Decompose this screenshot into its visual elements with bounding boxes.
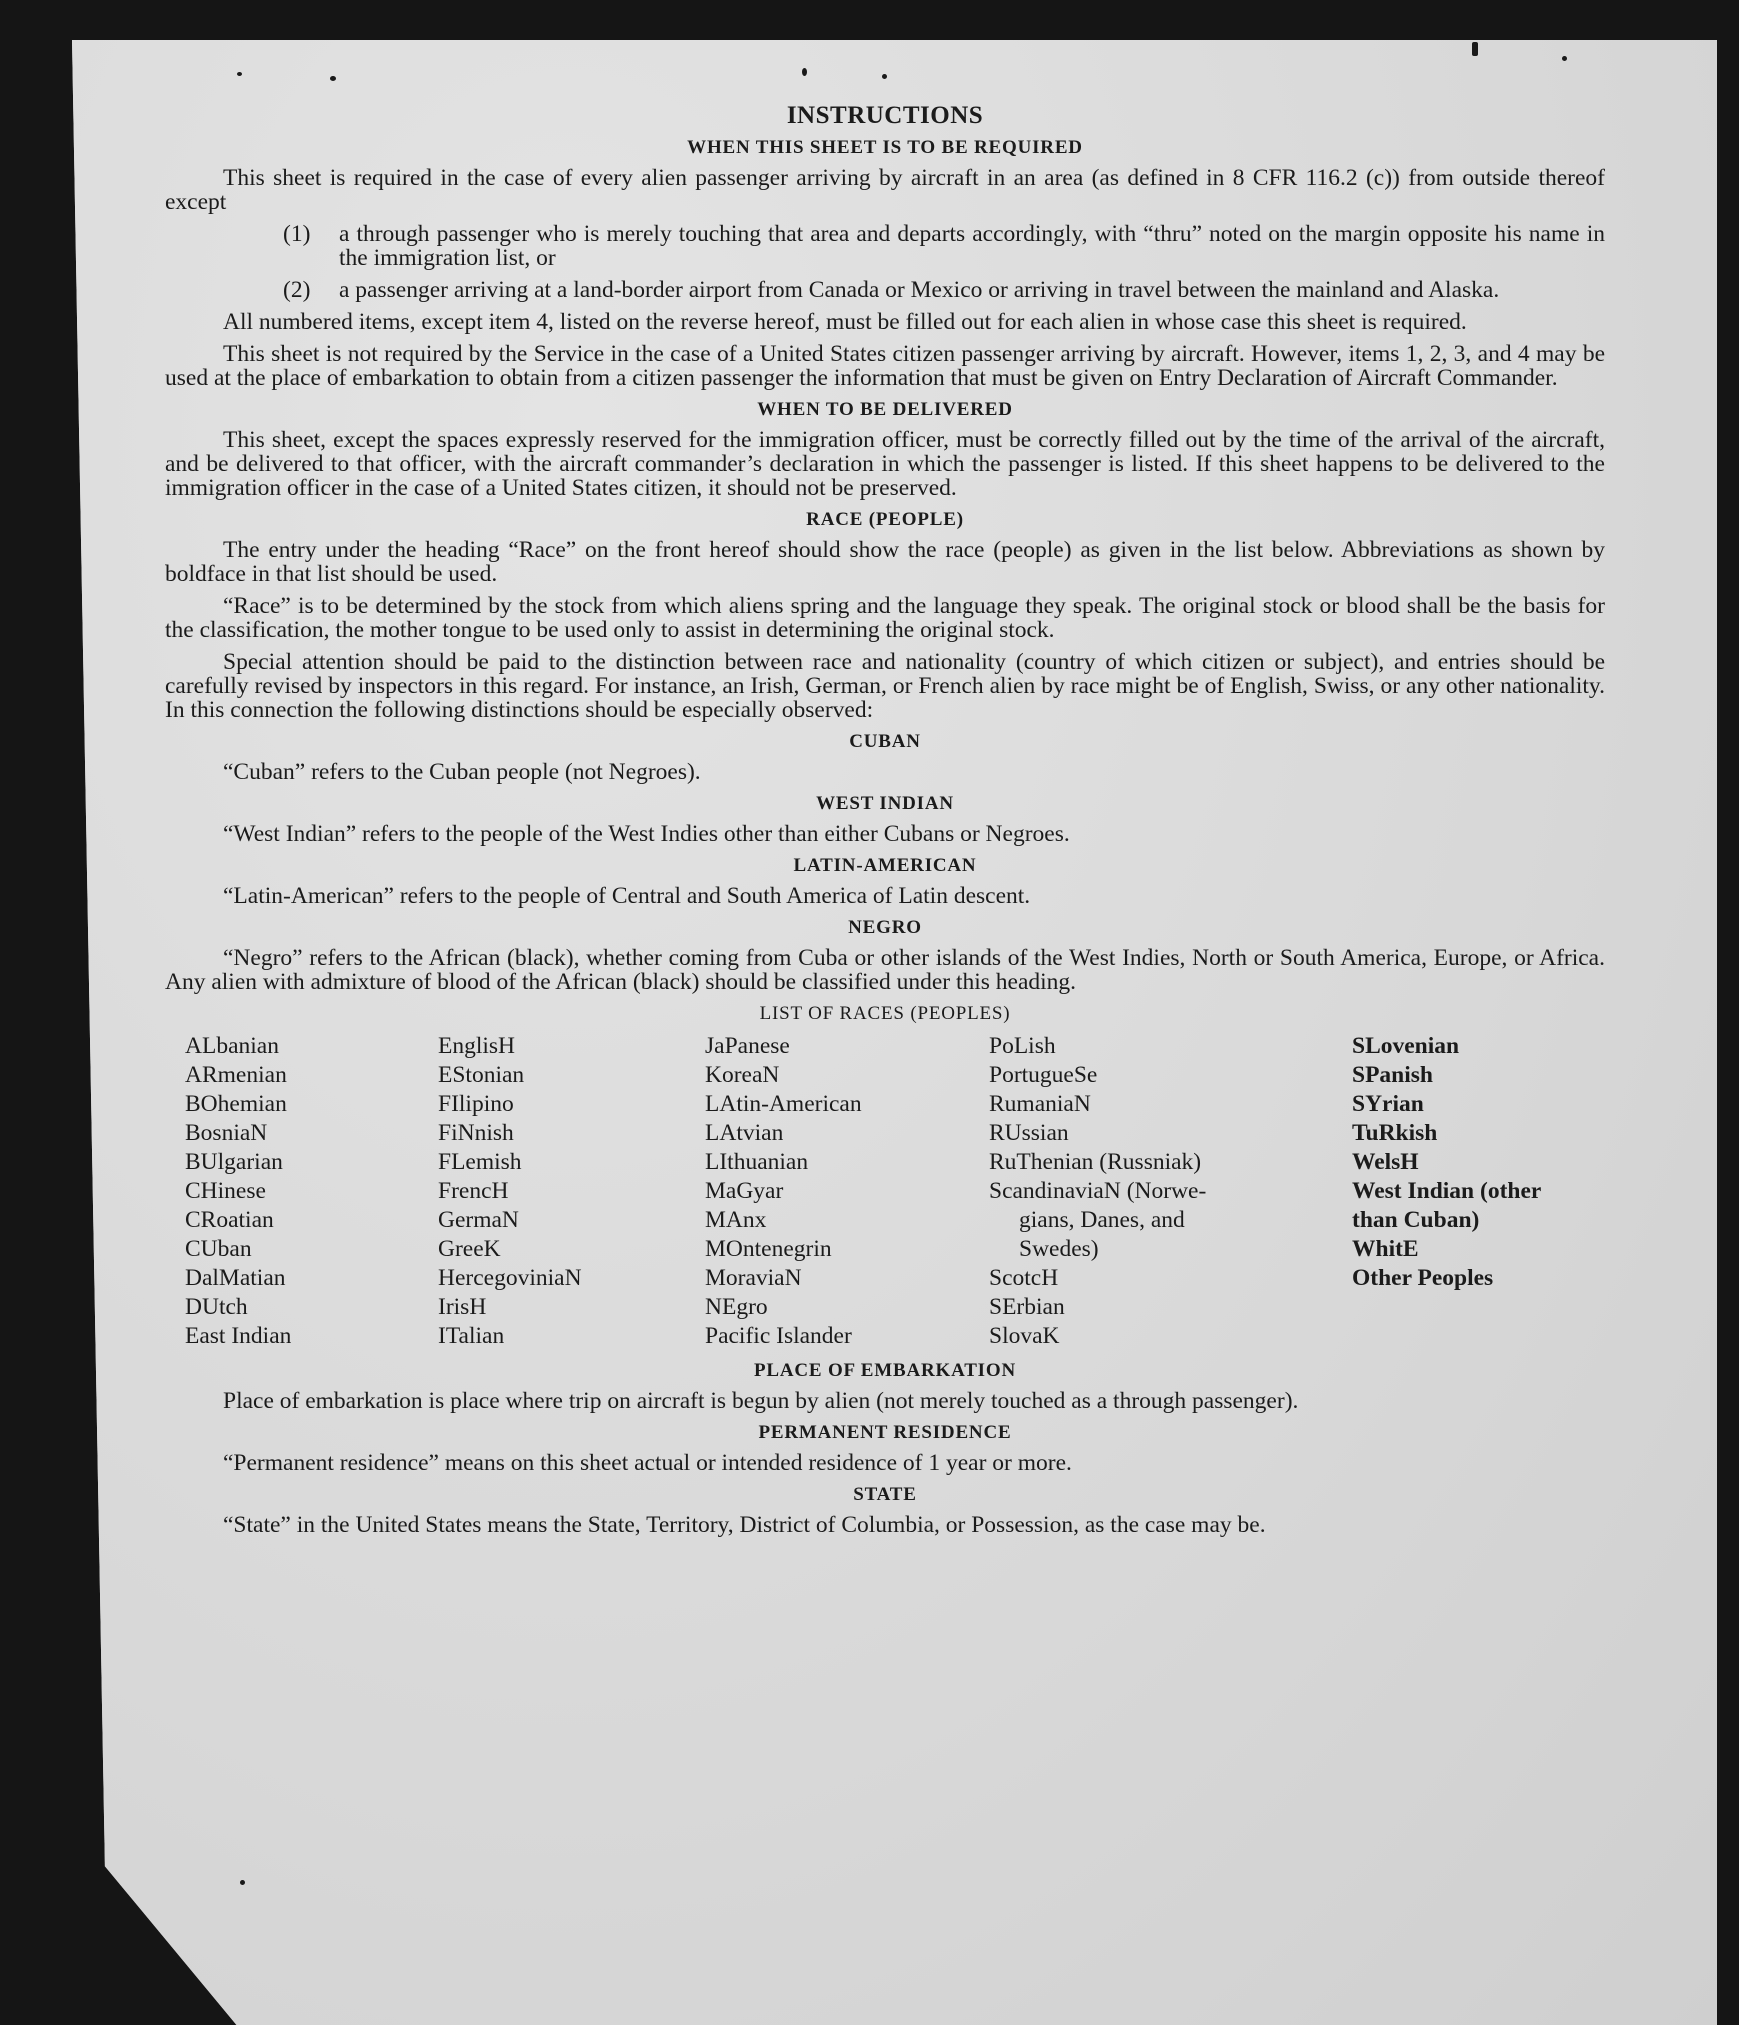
residence-text: “Permanent residence” means on this sheet actual or intended residence of 1 year or more. xyxy=(223,1450,1072,1476)
when-delivered-text: This sheet, except the spaces expressly reserved for the immigration officer, must be correctly filled out by the time of the arrival of the aircraft, and be delivered to that officer, with the aircraft commander’s declaration in which the passenger is listed. If this sheet happens to be delivered to the immigration officer in the case of a United States citizen, it should not be preserved. xyxy=(165,427,1605,501)
race-entry: HercegoviniaN xyxy=(438,1265,582,1291)
race-entry: EnglisH xyxy=(438,1033,516,1059)
race-entry: ARmenian xyxy=(185,1062,287,1088)
item-number: (1) xyxy=(283,221,311,247)
page-title: INSTRUCTIONS xyxy=(786,102,984,129)
race-entry: BUlgarian xyxy=(185,1149,283,1175)
race-entry: than Cuban) xyxy=(1352,1207,1480,1233)
state-text: “State” in the United States means the State, Territory, District of Columbia, or Possession, as the case may be. xyxy=(223,1512,1266,1538)
cuban-text: “Cuban” refers to the Cuban people (not Negroes). xyxy=(223,759,701,785)
negro-text: “Negro” refers to the African (black), whether coming from Cuba or other islands of the West Indies, North or South America, Europe, or Africa. Any alien with admixture of blood of the African (black) should be classified under this heading. xyxy=(165,945,1605,995)
race-entry: SlovaK xyxy=(989,1323,1060,1349)
heading-race: RACE (PEOPLE) xyxy=(806,509,964,530)
exception-item-2 xyxy=(283,278,1605,302)
race-entry: MoraviaN xyxy=(705,1265,802,1291)
latin-american-text: “Latin-American” refers to the people of Central and South America of Latin descent. xyxy=(223,883,1031,909)
race-entry: GreeK xyxy=(438,1236,501,1262)
race-entry: CUban xyxy=(185,1236,252,1262)
race-paragraph-3: Special attention should be paid to the distinction between race and nationality (country of which citizen or subject), and entries should be carefully revised by inspectors in this regard. For instance, an Irish, German, or French alien by race might be of English, Swiss, or any other nationality. In this connection the following distinctions should be especially observed: xyxy=(165,649,1605,723)
race-entry: Pacific Islander xyxy=(705,1323,852,1349)
race-entry: SYrian xyxy=(1352,1091,1424,1117)
race-entry: ALbanian xyxy=(185,1033,279,1059)
race-entry: FIlipino xyxy=(438,1091,514,1117)
race-entry: LAtvian xyxy=(705,1120,784,1146)
races-list xyxy=(185,1032,1605,1351)
races-column-3 xyxy=(705,1032,989,1351)
race-entry: CHinese xyxy=(185,1178,266,1204)
race-entry: SLovenian xyxy=(1352,1033,1460,1059)
item-number: (2) xyxy=(283,277,311,303)
heading-cuban: CUBAN xyxy=(849,731,921,752)
item-text: a passenger arriving at a land-border airport from Canada or Mexico or arriving in travel between the mainland and Alaska. xyxy=(339,277,1500,303)
race-entry: EStonian xyxy=(438,1062,525,1088)
race-entry: CRoatian xyxy=(185,1207,274,1233)
race-entry: DUtch xyxy=(185,1294,248,1320)
race-entry: GermaN xyxy=(438,1207,519,1233)
race-entry: PoLish xyxy=(989,1033,1056,1059)
heading-state: STATE xyxy=(853,1484,917,1505)
race-entry: FLemish xyxy=(438,1149,522,1175)
race-entry: WhitE xyxy=(1352,1236,1419,1262)
race-entry: NEgro xyxy=(705,1294,768,1320)
race-entry: KoreaN xyxy=(705,1062,780,1088)
race-entry: SErbian xyxy=(989,1294,1065,1320)
race-entry: ScotcH xyxy=(989,1265,1059,1291)
races-column-4 xyxy=(989,1032,1352,1351)
numbered-items-paragraph: All numbered items, except item 4, listed on the reverse hereof, must be filled out for each alien in whose case this sheet is required. xyxy=(223,309,1467,335)
race-entry: LIthuanian xyxy=(705,1149,809,1175)
race-entry: BosniaN xyxy=(185,1120,268,1146)
race-entry: SPanish xyxy=(1352,1062,1433,1088)
race-entry: RumaniaN xyxy=(989,1091,1091,1117)
citizen-paragraph: This sheet is not required by the Service in the case of a United States citizen passenger arriving by aircraft. However, items 1, 2, 3, and 4 may be used at the place of embarkation to obtain from a citizen passenger the information that must be given on Entry Declaration of Aircraft Commander. xyxy=(165,341,1605,391)
race-entry: BOhemian xyxy=(185,1091,287,1117)
heading-negro: NEGRO xyxy=(848,917,922,938)
race-entry: MaGyar xyxy=(705,1178,784,1204)
race-entry: RUssian xyxy=(989,1120,1069,1146)
when-required-intro: This sheet is required in the case of every alien passenger arriving by aircraft in an area (as defined in 8 CFR 116.2 (c)) from outside thereof except xyxy=(165,165,1605,215)
race-entry: gians, Danes, and xyxy=(1019,1207,1185,1233)
heading-when-delivered: WHEN TO BE DELIVERED xyxy=(757,399,1013,420)
race-paragraph-1: The entry under the heading “Race” on the front hereof should show the race (people) as given in the list below. Abbreviations as shown by boldface in that list should be used. xyxy=(165,537,1605,587)
race-entry: TuRkish xyxy=(1352,1120,1438,1146)
race-entry: ITalian xyxy=(438,1323,505,1349)
embarkation-text: Place of embarkation is place where trip on aircraft is begun by alien (not merely touched as a through passenger). xyxy=(223,1388,1299,1414)
race-paragraph-2: “Race” is to be determined by the stock from which aliens spring and the language they speak. The original stock or blood shall be the basis for the classification, the mother tongue to be used only to assist in determining the original stock. xyxy=(165,593,1605,643)
item-text: a through passenger who is merely touching that area and departs accordingly, with “thru” noted on the margin opposite his name in the immigration list, or xyxy=(339,221,1605,271)
race-entry: DalMatian xyxy=(185,1265,286,1291)
races-column-1 xyxy=(185,1032,438,1351)
race-entry: RuThenian (Russniak) xyxy=(989,1149,1202,1175)
west-indian-text: “West Indian” refers to the people of the West Indies other than either Cubans or Negroes. xyxy=(223,821,1070,847)
race-entry: JaPanese xyxy=(705,1033,790,1059)
race-entry: West Indian (other xyxy=(1352,1178,1542,1204)
heading-list-of-races: LIST OF RACES (PEOPLES) xyxy=(759,1003,1011,1024)
race-entry: PortugueSe xyxy=(989,1062,1098,1088)
race-entry: LAtin-American xyxy=(705,1091,862,1117)
race-entry: ScandinaviaN (Norwe- xyxy=(989,1178,1207,1204)
heading-when-required: WHEN THIS SHEET IS TO BE REQUIRED xyxy=(687,137,1083,158)
race-entry: East Indian xyxy=(185,1323,292,1349)
race-entry: Swedes) xyxy=(1019,1236,1099,1262)
races-column-2 xyxy=(438,1032,705,1351)
instructions-content xyxy=(165,100,1605,1545)
heading-permanent-residence: PERMANENT RESIDENCE xyxy=(758,1422,1012,1443)
races-column-5 xyxy=(1352,1032,1612,1351)
race-entry: MOntenegrin xyxy=(705,1236,832,1262)
race-entry: WelsH xyxy=(1352,1149,1419,1175)
race-entry: FrencH xyxy=(438,1178,509,1204)
heading-embarkation: PLACE OF EMBARKATION xyxy=(754,1360,1016,1381)
race-entry: IrisH xyxy=(438,1294,487,1320)
exception-item-1 xyxy=(283,222,1605,270)
race-entry: MAnx xyxy=(705,1207,767,1233)
race-entry: FiNnish xyxy=(438,1120,514,1146)
heading-west-indian: WEST INDIAN xyxy=(816,793,954,814)
race-entry: Other Peoples xyxy=(1352,1265,1494,1291)
heading-latin-american: LATIN-AMERICAN xyxy=(793,855,977,876)
